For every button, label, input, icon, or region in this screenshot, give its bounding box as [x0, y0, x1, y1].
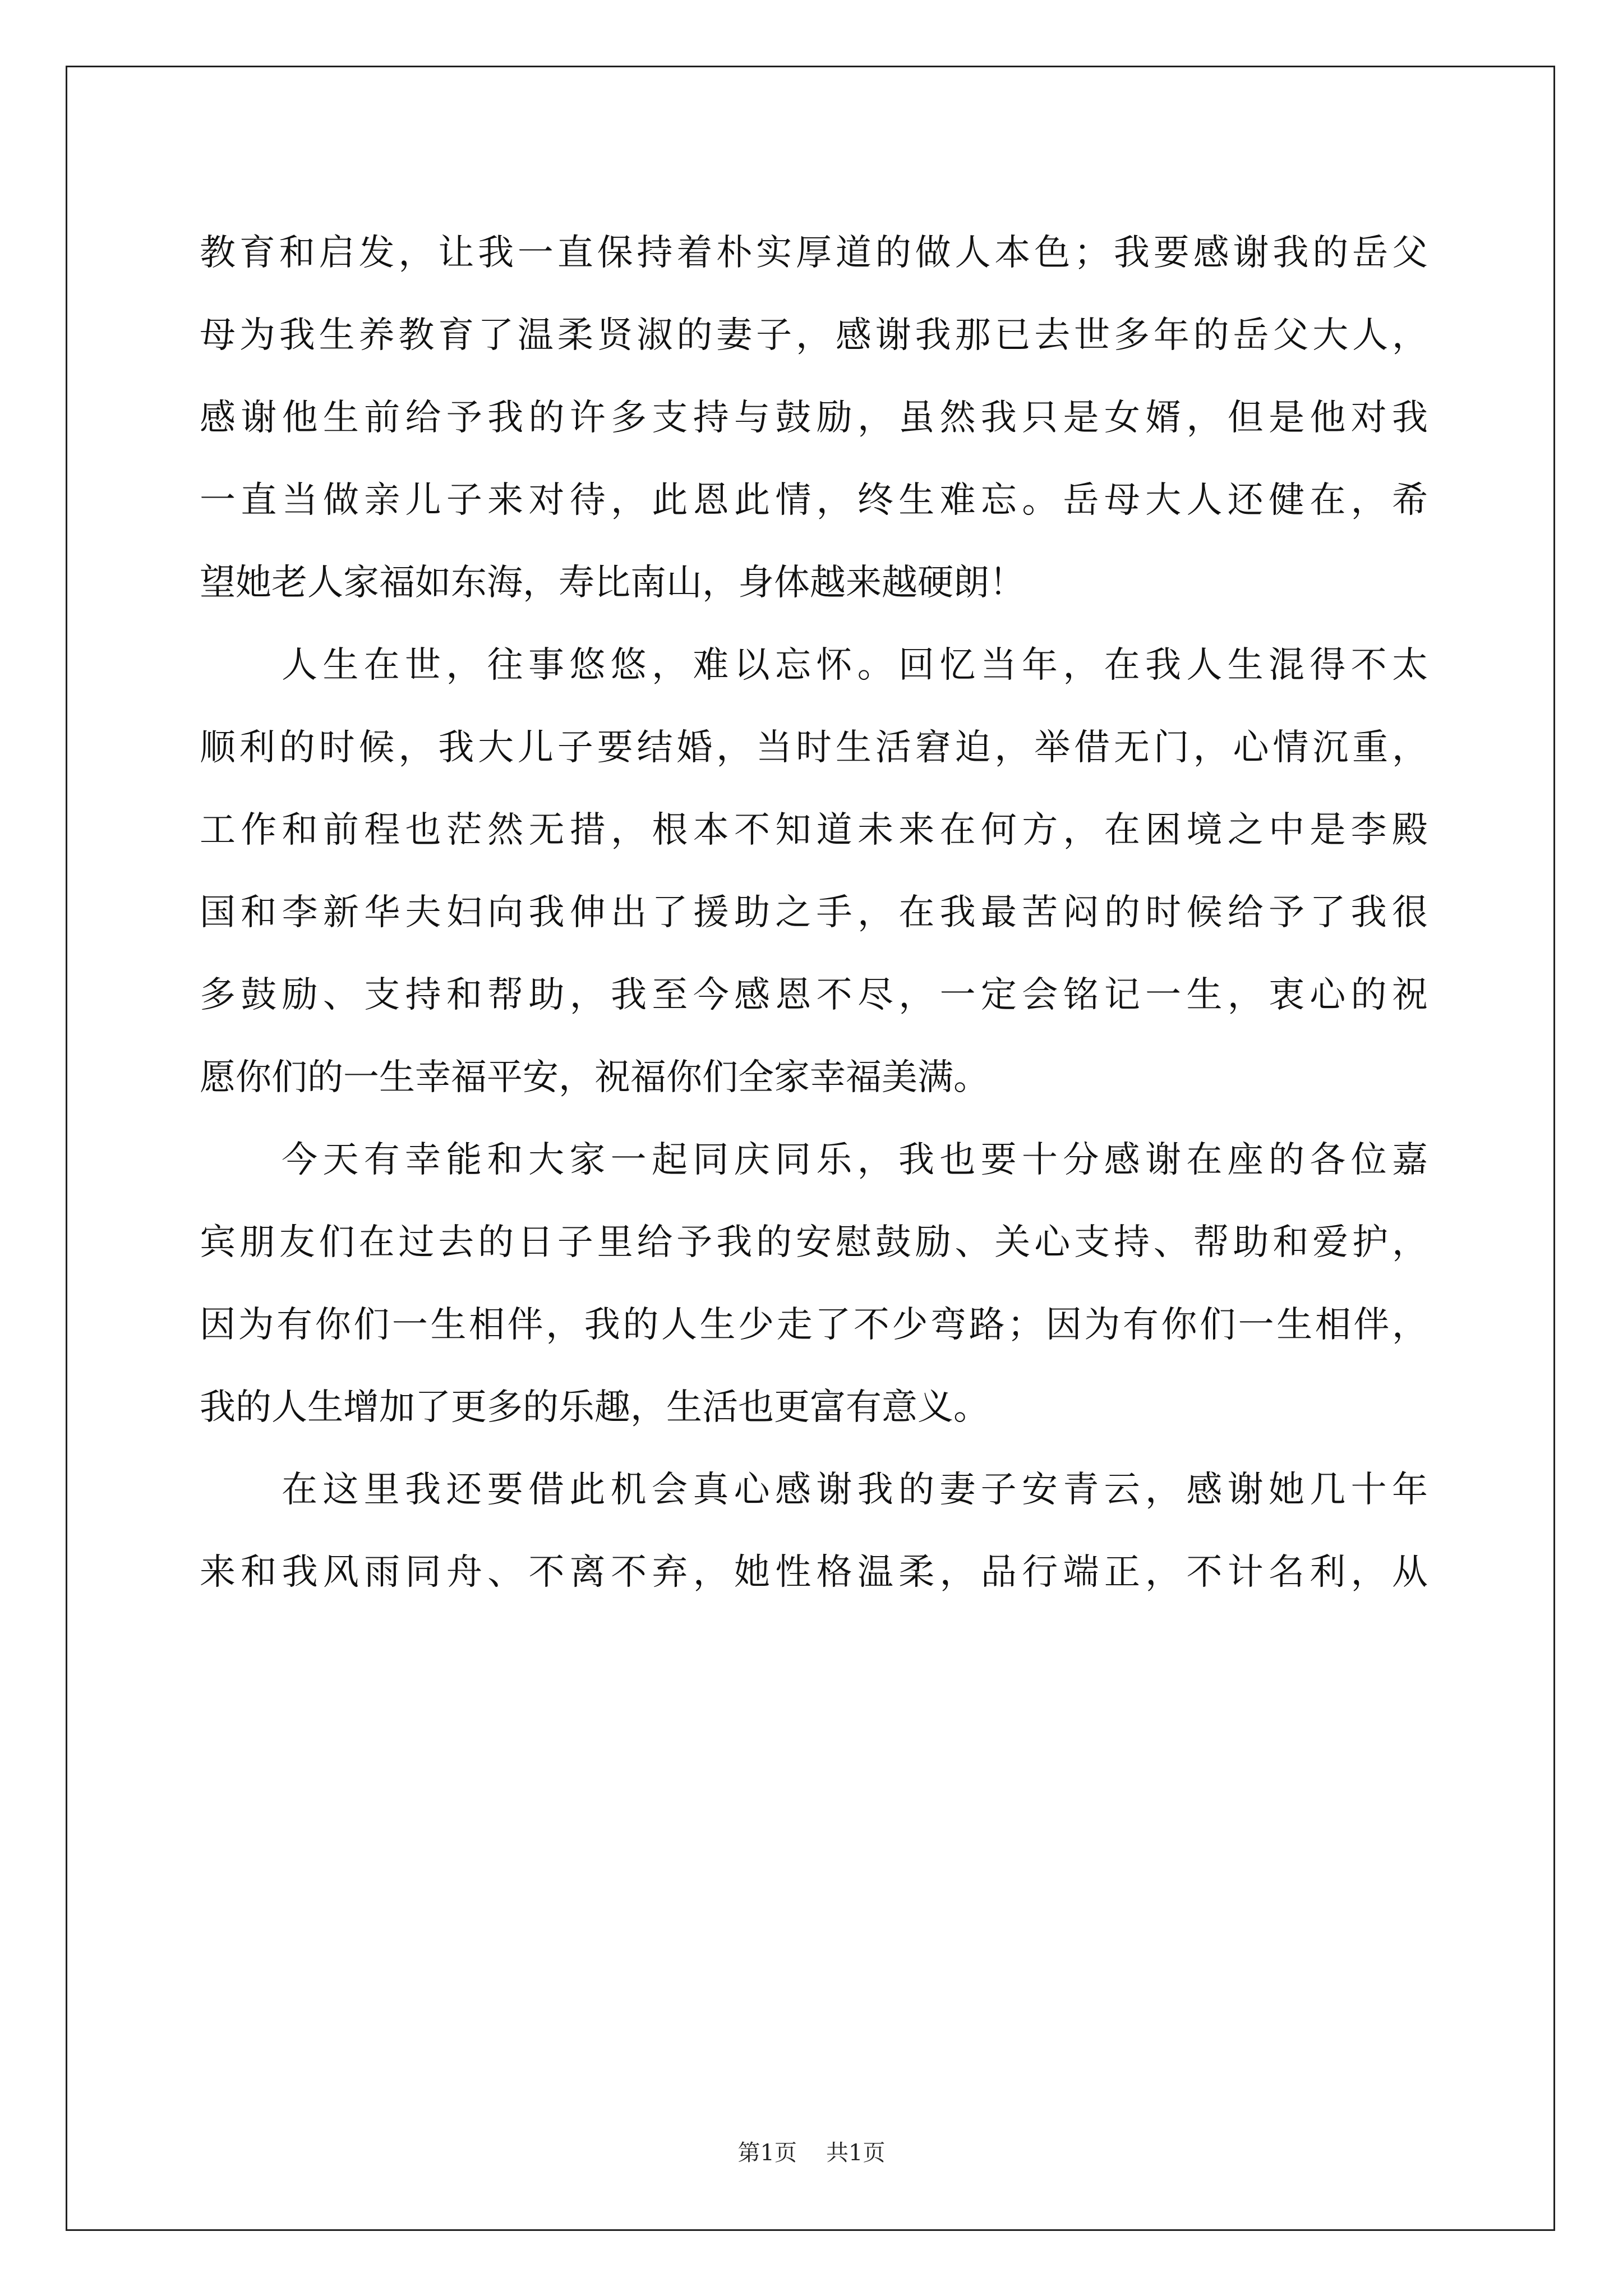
text-line: 顺利的时候，我大儿子要结婚，当时生活窘迫，举借无门，心情沉重， — [200, 727, 1428, 769]
text-line: 今天有幸能和大家一起同庆同乐，我也要十分感谢在座的各位嘉 — [282, 1139, 1428, 1181]
text-line: 多鼓励、支持和帮助，我至今感恩不尽，一定会铭记一生，衷心的祝 — [200, 974, 1428, 1016]
text-line: 望她老人家福如东海，寿比南山，身体越来越硬朗！ — [200, 562, 1025, 604]
text-line: 教育和启发，让我一直保持着朴实厚道的做人本色；我要感谢我的岳父 — [200, 232, 1428, 274]
text-line: 来和我风雨同舟、不离不弃，她性格温柔，品行端正，不计名利，从 — [200, 1552, 1428, 1593]
text-line: 母为我生养教育了温柔贤淑的妻子，感谢我那已去世多年的岳父大人， — [200, 315, 1428, 356]
text-line: 我的人生增加了更多的乐趣，生活也更富有意义。 — [200, 1387, 989, 1428]
text-line: 人生在世，往事悠悠，难以忘怀。回忆当年，在我人生混得不太 — [282, 645, 1428, 686]
page-footer — [0, 2136, 1623, 2170]
text-line: 愿你们的一生幸福平安，祝福你们全家幸福美满。 — [200, 1057, 989, 1098]
text-line: 工作和前程也茫然无措，根本不知道未来在何方，在困境之中是李殿 — [200, 809, 1428, 851]
text-line: 感谢他生前给予我的许多支持与鼓励，虽然我只是女婿，但是他对我 — [200, 397, 1428, 439]
page-number-total: 共1页 — [826, 2140, 886, 2166]
text-line: 因为有你们一生相伴，我的人生少走了不少弯路；因为有你们一生相伴， — [200, 1304, 1428, 1346]
page-number-current: 第1页 — [737, 2140, 797, 2166]
text-line: 一直当做亲儿子来对待，此恩此情，终生难忘。岳母大人还健在，希 — [200, 480, 1428, 521]
text-line: 在这里我还要借此机会真心感谢我的妻子安青云，感谢她几十年 — [282, 1469, 1428, 1511]
text-line: 宾朋友们在过去的日子里给予我的安慰鼓励、关心支持、帮助和爱护， — [200, 1222, 1428, 1263]
document-body — [200, 212, 1428, 1614]
text-line: 国和李新华夫妇向我伸出了援助之手，在我最苦闷的时候给予了我很 — [200, 892, 1428, 933]
